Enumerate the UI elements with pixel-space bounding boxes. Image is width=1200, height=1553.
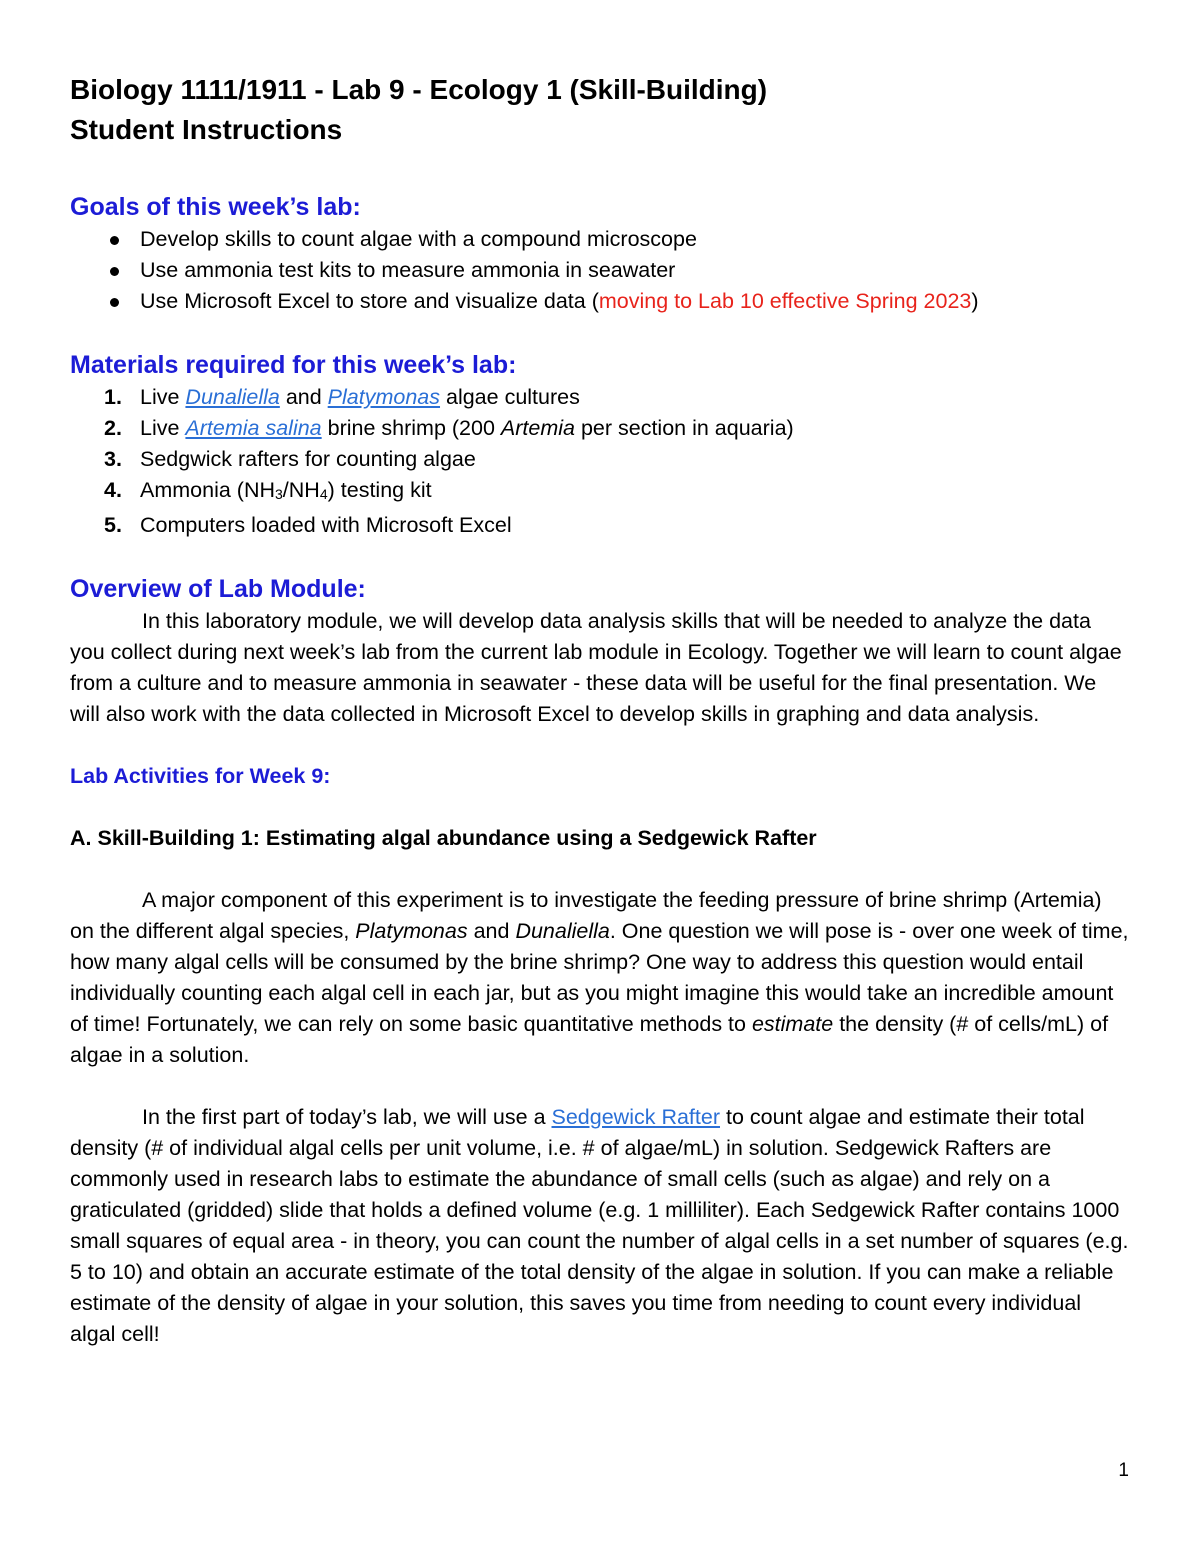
- title-line-1: Biology 1111/1911 - Lab 9 - Ecology 1 (Skill-Building): [70, 74, 768, 105]
- materials-heading: Materials required for this week’s lab:: [70, 351, 517, 379]
- material-item: 2. Live Artemia salina brine shrimp (200 Artemia per section in aquaria): [104, 416, 794, 440]
- goals-list: [70, 224, 1130, 317]
- material-item: 3. Sedgwick rafters for counting algae: [104, 447, 476, 471]
- material-item: 1. Live Dunaliella and Platymonas algae cultures: [104, 385, 580, 409]
- section-a-heading: A. Skill-Building 1: Estimating algal abundance using a Sedgewick Rafter: [70, 826, 817, 850]
- overview-paragraph: In this laboratory module, we will develop data analysis skills that will be needed to analyze the data you collect during next week’s lab from the current lab module in Ecology. Together we will learn to count algae from a culture and to measure ammonia in seawater - these data will be useful for the final presentation. We will also work with the data collected in Microsoft Excel to develop skills in graphing and data analysis.: [70, 609, 1122, 726]
- overview-heading: Overview of Lab Module:: [70, 575, 366, 603]
- document-page: [70, 70, 1130, 1350]
- material-item: 4. Ammonia (NH3/NH4) testing kit: [104, 478, 432, 502]
- document-title: [70, 70, 1130, 150]
- schedule-note: moving to Lab 10 effective Spring 2023: [598, 289, 972, 313]
- artemia-salina-link[interactable]: Artemia salina: [185, 416, 322, 440]
- bullet-icon: [110, 298, 119, 307]
- activities-heading: Lab Activities for Week 9:: [70, 764, 331, 788]
- material-item: 5. Computers loaded with Microsoft Excel: [104, 513, 512, 537]
- page-number: 1: [1118, 1460, 1129, 1481]
- bullet-icon: [110, 267, 119, 276]
- materials-list: [70, 382, 1130, 541]
- goal-item: Use Microsoft Excel to store and visualize data (moving to Lab 10 effective Spring 2023): [70, 286, 1130, 317]
- section-a-paragraph-1: A major component of this experiment is to investigate the feeding pressure of brine shrimp (Artemia) on the different algal species, Platymonas and Dunaliella. One question we will pose is - over one week of time, how many algal cells will be consumed by the brine shrimp? One way to address this question would entail individually counting each algal cell in each jar, but as you might imagine this would take an incredible amount of time! Fortunately, we can rely on some basic quantitative methods to estimate the density (# of cells/mL) of algae in a solution.: [70, 888, 1129, 1067]
- title-line-2: Student Instructions: [70, 114, 343, 145]
- goal-item: Use ammonia test kits to measure ammonia in seawater: [70, 255, 1130, 286]
- section-a-paragraph-2: In the first part of today’s lab, we will use a Sedgewick Rafter to count algae and estimate their total density (# of individual algal cells per unit volume, i.e. # of algae/mL) in solution. Sedgewick Rafters are commonly used in research labs to estimate the abundance of small cells (such as algae) and rely on a graticulated (gridded) slide that holds a defined volume (e.g. 1 milliliter). Each Sedgewick Rafter contains 1000 small squares of equal area - in theory, you can count the number of algal cells in a set number of squares (e.g. 5 to 10) and obtain an accurate estimate of the total density of the algae in solution. If you can make a reliable estimate of the density of algae in your solution, this saves you time from needing to count every individual algal cell!: [70, 1105, 1129, 1346]
- platymonas-link[interactable]: Platymonas: [327, 385, 441, 409]
- bullet-icon: [110, 236, 119, 245]
- dunaliella-link[interactable]: Dunaliella: [185, 385, 280, 409]
- goal-item: Develop skills to count algae with a compound microscope: [70, 224, 1130, 255]
- goals-heading: Goals of this week’s lab:: [70, 193, 361, 221]
- sedgewick-rafter-link[interactable]: Sedgewick Rafter: [551, 1105, 720, 1129]
